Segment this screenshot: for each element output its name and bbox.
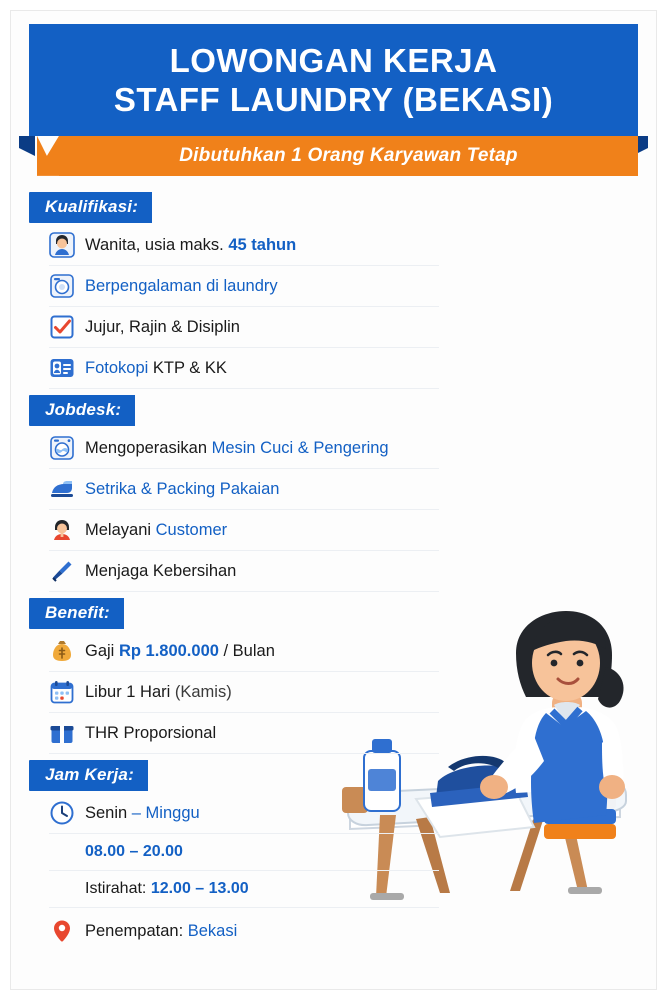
list-item-label: Istirahat: 12.00 – 13.00	[85, 879, 249, 897]
calendar-icon	[49, 679, 75, 705]
list-item	[49, 307, 439, 348]
list-item	[49, 871, 439, 908]
washing-machine-icon	[49, 273, 75, 299]
list-item	[49, 469, 439, 510]
list-item	[49, 631, 439, 672]
list-item	[49, 908, 439, 951]
checkbox-check-icon	[49, 314, 75, 340]
section-jam-kerja	[29, 760, 638, 951]
list-item-label: Berpengalaman di laundry	[85, 276, 278, 295]
list-item-label: Melayani Customer	[85, 520, 228, 539]
id-card-icon	[49, 355, 75, 381]
list-item	[49, 713, 439, 754]
list-item-label: Setrika & Packing Pakaian	[85, 479, 280, 498]
list-item-label: Libur 1 Hari (Kamis)	[85, 682, 232, 701]
list-item-label: Fotokopi KTP & KK	[85, 358, 227, 377]
section-header-benefit	[29, 598, 638, 629]
customer-service-icon	[49, 517, 75, 543]
subtitle-ribbon: Dibutuhkan 1 Orang Karyawan Tetap	[59, 136, 638, 176]
section-title-kualifikasi: Kualifikasi:	[35, 192, 152, 223]
list-item-label: THR Proporsional	[85, 723, 217, 742]
list-item-label: Mengoperasikan Mesin Cuci & Pengering	[85, 438, 389, 457]
subtitle-ribbon-wrap	[59, 136, 638, 176]
section-title-benefit: Benefit:	[35, 598, 124, 629]
list-item-label: 08.00 – 20.00	[85, 842, 183, 860]
section-header-jam-kerja	[29, 760, 638, 791]
section-benefit	[29, 598, 638, 754]
list-item-label: Senin – Minggu	[85, 803, 200, 822]
list-item	[49, 672, 439, 713]
location-pin-icon	[49, 918, 75, 944]
money-bag-icon	[49, 638, 75, 664]
header-banner	[29, 24, 638, 136]
ribbon-fold-left	[19, 136, 35, 156]
benefit-list	[29, 631, 439, 754]
list-item-label: Penempatan: Bekasi	[85, 921, 238, 940]
list-item-label: Wanita, usia maks. 45 tahun	[85, 235, 297, 254]
iron-icon	[49, 476, 75, 502]
list-item	[49, 266, 439, 307]
poster-sheet	[10, 10, 657, 990]
kualifikasi-list	[29, 225, 439, 389]
section-header-kualifikasi	[29, 192, 638, 223]
list-item	[49, 348, 439, 389]
list-item	[49, 551, 439, 592]
jam-kerja-list	[29, 793, 439, 951]
list-item	[49, 793, 439, 834]
list-item-label: Menjaga Kebersihan	[85, 561, 237, 580]
section-kualifikasi	[29, 192, 638, 389]
section-title-jam-kerja: Jam Kerja:	[35, 760, 148, 791]
list-item	[49, 510, 439, 551]
section-jobdesk	[29, 395, 638, 592]
poster-header	[29, 24, 638, 136]
header-title-line2: STAFF LAUNDRY (BEKASI)	[113, 80, 554, 118]
poster-content	[11, 176, 656, 951]
gift-icon	[49, 720, 75, 746]
mop-icon	[49, 558, 75, 584]
washer-dryer-icon	[49, 435, 75, 461]
jobdesk-list	[29, 428, 439, 592]
header-title-line1: LOWONGAN KERJA	[169, 42, 498, 79]
clock-icon	[49, 800, 75, 826]
list-item-label: Jujur, Rajin & Disiplin	[85, 317, 240, 336]
list-item	[49, 428, 439, 469]
list-item-label: Gaji Rp 1.800.000 / Bulan	[85, 641, 275, 660]
section-header-jobdesk	[29, 395, 638, 426]
section-title-jobdesk: Jobdesk:	[35, 395, 135, 426]
list-item	[49, 834, 439, 871]
woman-icon	[49, 232, 75, 258]
list-item	[49, 225, 439, 266]
